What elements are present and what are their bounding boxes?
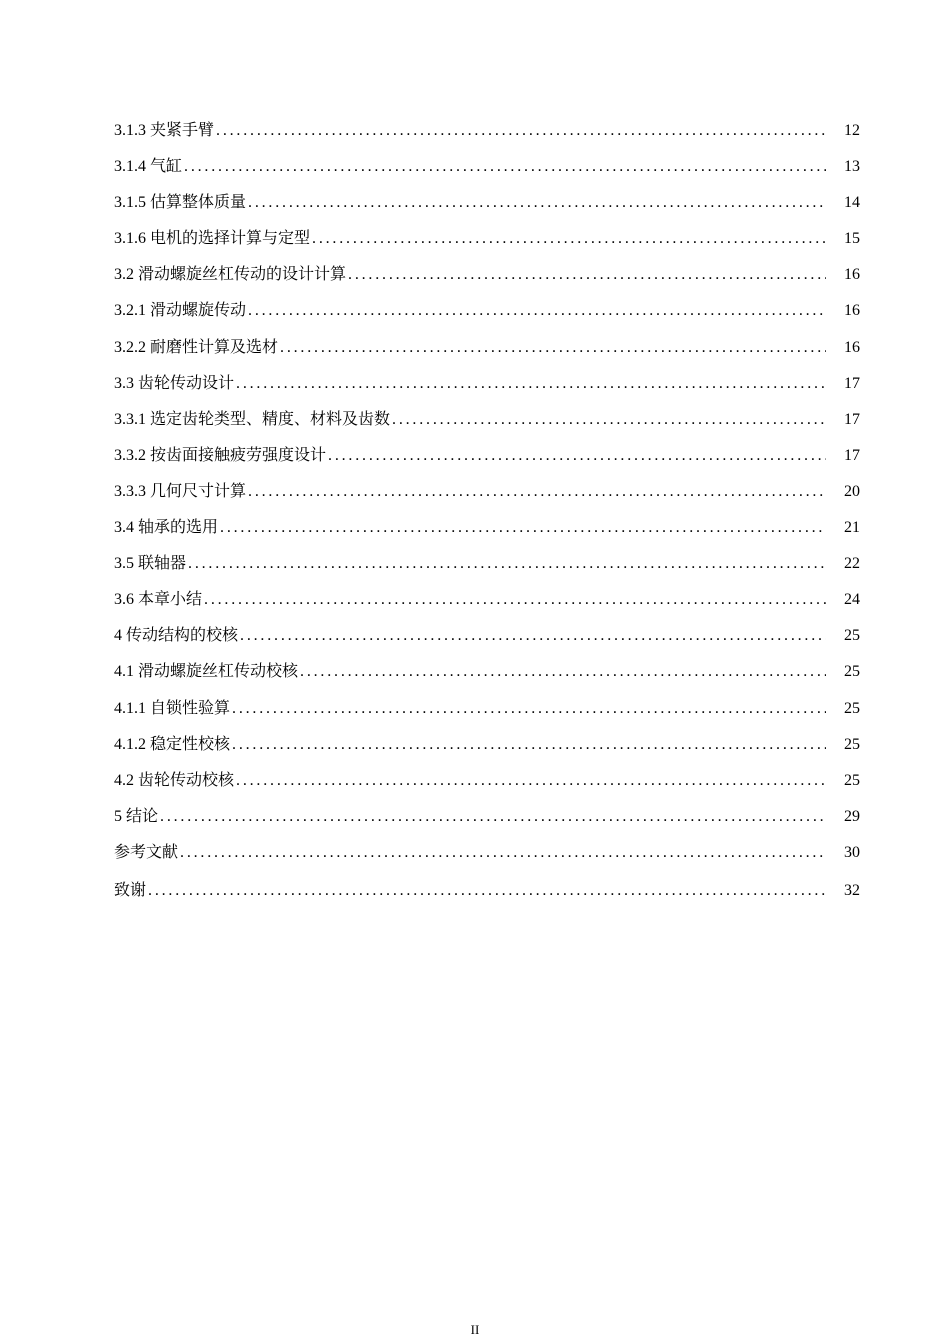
toc-entry-title: 3.2.1 滑动螺旋传动 xyxy=(114,302,247,320)
toc-entry[interactable] xyxy=(114,767,860,803)
toc-entry-page: 16 xyxy=(844,338,860,356)
toc-entry-title: 3.3.1 选定齿轮类型、精度、材料及齿数 xyxy=(114,410,391,428)
toc-entry[interactable] xyxy=(114,550,860,586)
toc-entry-page: 25 xyxy=(844,699,860,717)
toc-entry[interactable] xyxy=(114,695,860,731)
toc-entry-page: 17 xyxy=(844,374,860,392)
toc-entry-title: 3.4 轴承的选用 xyxy=(114,519,219,537)
toc-entry-page: 17 xyxy=(844,446,860,464)
toc-entry-title: 4.1.2 稳定性校核 xyxy=(114,735,231,753)
toc-entry-title: 3.2.2 耐磨性计算及选材 xyxy=(114,338,279,356)
toc-dot-leader xyxy=(148,882,826,900)
toc-dot-leader xyxy=(180,844,826,862)
table-of-contents xyxy=(114,117,860,913)
toc-entry[interactable] xyxy=(114,261,860,297)
toc-entry-page: 24 xyxy=(844,591,860,609)
toc-dot-leader xyxy=(160,808,826,826)
toc-entry[interactable] xyxy=(114,370,860,406)
toc-dot-leader xyxy=(184,158,826,176)
toc-entry-page: 12 xyxy=(844,122,860,139)
toc-entry-title: 3.1.6 电机的选择计算与定型 xyxy=(114,230,311,248)
toc-entry[interactable] xyxy=(114,658,860,694)
toc-entry-page: 13 xyxy=(844,158,860,176)
toc-entry-page: 20 xyxy=(844,482,860,500)
toc-dot-leader xyxy=(232,700,826,718)
toc-entry[interactable] xyxy=(114,731,860,767)
toc-entry-title: 3.3 齿轮传动设计 xyxy=(114,374,235,392)
toc-dot-leader xyxy=(392,411,826,429)
toc-entry-title: 致谢 xyxy=(114,881,147,899)
toc-entry-page: 17 xyxy=(844,410,860,428)
toc-dot-leader xyxy=(236,375,826,393)
toc-dot-leader xyxy=(204,591,826,609)
toc-entry-title: 3.3.3 几何尺寸计算 xyxy=(114,482,247,500)
toc-entry-page: 29 xyxy=(844,807,860,825)
toc-entry-page: 32 xyxy=(844,881,860,899)
toc-entry[interactable] xyxy=(114,442,860,478)
toc-entry-page: 25 xyxy=(844,663,860,681)
toc-dot-leader xyxy=(328,447,826,465)
toc-entry-page: 16 xyxy=(844,266,860,284)
toc-entry[interactable] xyxy=(114,839,860,875)
toc-entry-title: 3.6 本章小结 xyxy=(114,591,203,609)
toc-entry-page: 25 xyxy=(844,627,860,645)
toc-entry-page: 21 xyxy=(844,519,860,537)
toc-dot-leader xyxy=(232,736,826,754)
toc-entry-page: 22 xyxy=(844,555,860,573)
toc-entry-page: 16 xyxy=(844,302,860,320)
toc-entry-page: 25 xyxy=(844,735,860,753)
toc-entry-title: 参考文献 xyxy=(114,843,179,861)
toc-dot-leader xyxy=(312,230,826,248)
toc-entry[interactable] xyxy=(114,225,860,261)
toc-dot-leader xyxy=(300,663,826,681)
toc-dot-leader xyxy=(188,555,826,573)
toc-entry-page: 14 xyxy=(844,194,860,212)
toc-entry-page: 30 xyxy=(844,843,860,861)
toc-entry-title: 3.1.3 夹紧手臂 xyxy=(114,122,215,139)
toc-entry-title: 3.3.2 按齿面接触疲劳强度设计 xyxy=(114,446,327,464)
toc-entry-title: 3.2 滑动螺旋丝杠传动的设计计算 xyxy=(114,266,347,284)
toc-dot-leader xyxy=(248,483,826,501)
toc-entry-title: 5 结论 xyxy=(114,807,159,825)
toc-entry-page: 25 xyxy=(844,771,860,789)
toc-entry[interactable] xyxy=(114,153,860,189)
toc-entry[interactable] xyxy=(114,877,860,913)
toc-dot-leader xyxy=(220,519,826,537)
toc-entry-title: 4.1 滑动螺旋丝杠传动校核 xyxy=(114,663,299,681)
toc-entry[interactable] xyxy=(114,189,860,225)
toc-entry[interactable] xyxy=(114,622,860,658)
toc-entry[interactable] xyxy=(114,803,860,839)
toc-entry-title: 3.1.4 气缸 xyxy=(114,158,183,176)
toc-entry-title: 4 传动结构的校核 xyxy=(114,627,239,645)
toc-entry[interactable] xyxy=(114,297,860,333)
toc-entry[interactable] xyxy=(114,334,860,370)
toc-dot-leader xyxy=(248,194,826,212)
toc-entry-title: 3.1.5 估算整体质量 xyxy=(114,194,247,212)
toc-entry[interactable] xyxy=(114,478,860,514)
toc-entry-title: 4.2 齿轮传动校核 xyxy=(114,771,235,789)
toc-entry[interactable] xyxy=(114,586,860,622)
toc-entry[interactable] xyxy=(114,406,860,442)
toc-entry[interactable] xyxy=(114,117,860,153)
toc-entry-title: 4.1.1 自锁性验算 xyxy=(114,699,231,717)
toc-dot-leader xyxy=(280,339,826,357)
toc-entry-title: 3.5 联轴器 xyxy=(114,555,187,573)
page-number: II xyxy=(470,1322,480,1337)
toc-entry-page: 15 xyxy=(844,230,860,248)
toc-dot-leader xyxy=(348,266,826,284)
toc-dot-leader xyxy=(248,302,826,320)
toc-entry[interactable] xyxy=(114,514,860,550)
toc-dot-leader xyxy=(236,772,826,790)
toc-dot-leader xyxy=(216,122,826,140)
toc-dot-leader xyxy=(240,627,826,645)
